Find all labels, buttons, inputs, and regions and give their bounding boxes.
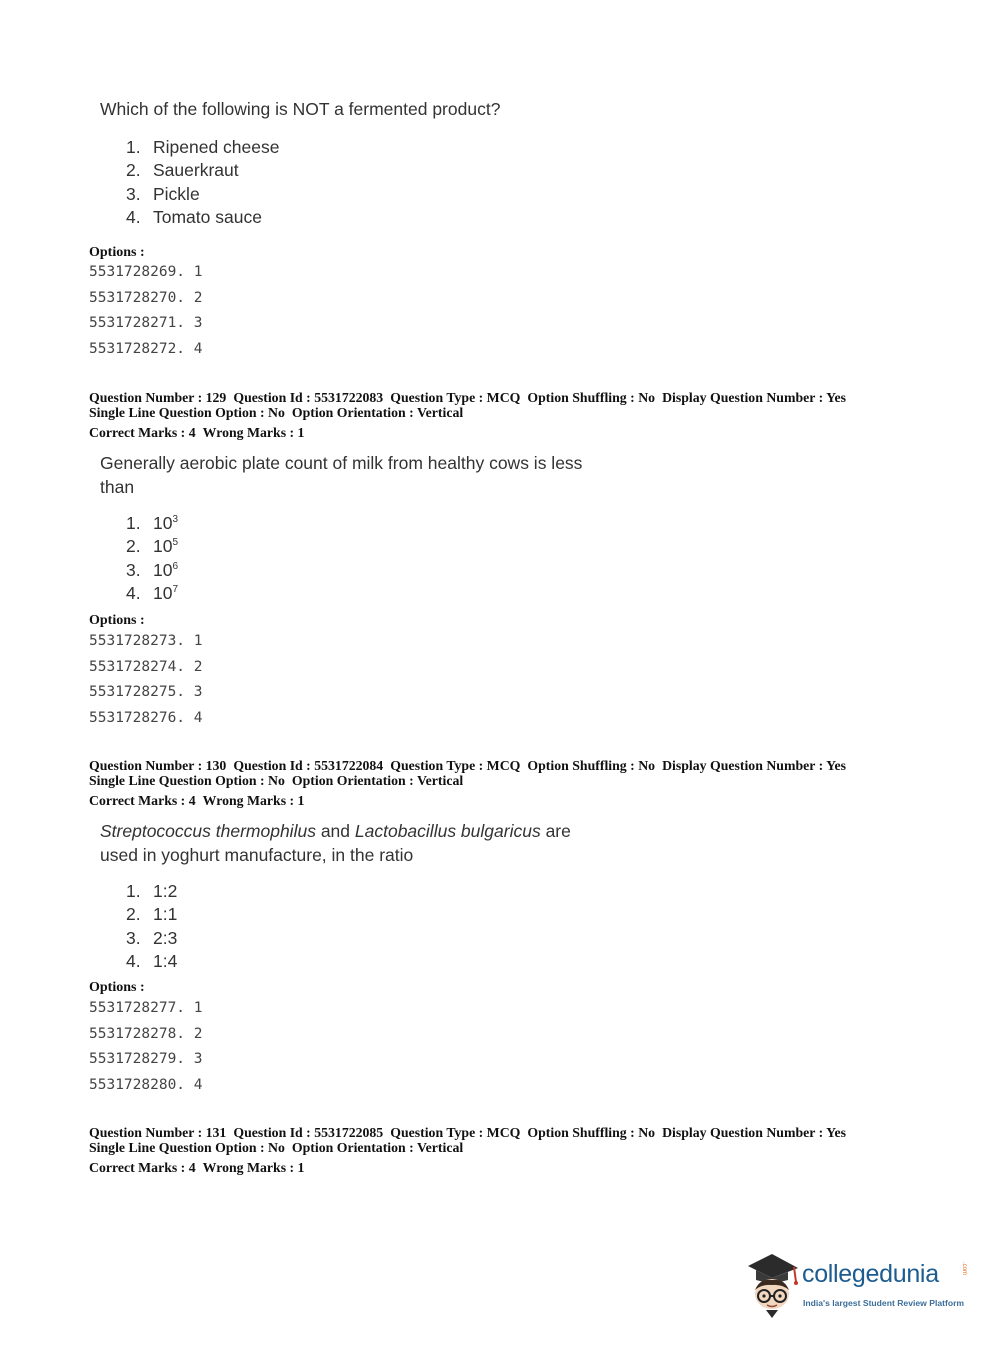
option-id: 5531728278. 2: [89, 1025, 203, 1042]
choice-item: 3. $10^6$: [126, 559, 179, 580]
option-id: 5531728271. 3: [89, 315, 203, 331]
choice-item: 1. $10^3$: [126, 513, 179, 533]
option-id: 5531728276. 4: [89, 709, 203, 726]
option-id: 5531728273. 1: [89, 633, 203, 649]
choice-item: 2. Sauerkraut: [126, 160, 239, 181]
option-id: 5531728280. 4: [89, 1076, 203, 1093]
options-label: Options :: [89, 613, 145, 628]
options-label: Options :: [89, 245, 145, 260]
option-id: 5531728279. 3: [89, 1051, 203, 1067]
question-130-meta: Question Number : 130 Question Id : 5531722084 Question Type : MCQ Option Shuffling : No Display Question Number : Yes Single Line Question Option : No Option Orientation : Vertical Correct Marks : 4 Wrong Marks : 1: [89, 758, 847, 808]
choice-item: 2. $10^5$: [126, 536, 179, 557]
option-id: 5531728274. 2: [89, 658, 203, 675]
choice-item: 3. 2:3: [126, 927, 178, 948]
choice-item: 2. 1:1: [126, 904, 178, 925]
question-129-text: Generally aerobic plate count of milk from healthy cows is less than: [100, 453, 583, 497]
student-mascot-icon: [742, 1250, 804, 1320]
choice-item: 4. Tomato sauce: [126, 206, 262, 227]
question-128-choices: [126, 136, 279, 229]
question-130-options: [89, 996, 203, 1098]
question-130-choices: [126, 880, 177, 973]
collegedunia-logo: [742, 1250, 972, 1320]
choice-item: 4. 1:4: [126, 950, 178, 971]
question-131-meta: Question Number : 131 Question Id : 5531722085 Question Type : MCQ Option Shuffling : No Display Question Number : Yes Single Line Question Option : No Option Orientation : Vertical Correct Marks : 4 Wrong Marks : 1: [89, 1125, 847, 1175]
choice-item: 3. Pickle: [126, 183, 200, 204]
option-id: 5531728272. 4: [89, 340, 203, 357]
question-130-text: Streptococcus thermophilus and Lactobacillus bulgaricus are used in yoghurt manufacture, in the ratio: [100, 821, 571, 865]
question-129-choices: [126, 512, 178, 605]
logo-tagline: India's largest Student Review Platform: [803, 1298, 965, 1308]
option-id: 5531728277. 1: [89, 1000, 203, 1016]
option-id: 5531728269. 1: [89, 264, 203, 280]
question-128-text: Which of the following is NOT a fermented product?: [100, 99, 501, 119]
choice-item: 1. 1:2: [126, 881, 178, 901]
logo-domain-suffix: .com: [961, 1262, 967, 1276]
question-129-options: [89, 629, 203, 731]
option-id: 5531728270. 2: [89, 289, 203, 306]
question-128-options: [89, 260, 203, 362]
option-id: 5531728275. 3: [89, 684, 203, 700]
logo-wordmark: collegedunia: [802, 1260, 939, 1288]
choice-item: 4. $10^7$: [126, 582, 179, 603]
choice-item: 1. Ripened cheese: [126, 137, 280, 157]
question-129-meta: Question Number : 129 Question Id : 5531722083 Question Type : MCQ Option Shuffling : No Display Question Number : Yes Single Line Question Option : No Option Orientation : Vertical Correct Marks : 4 Wrong Marks : 1: [89, 390, 847, 440]
options-label: Options :: [89, 980, 145, 995]
